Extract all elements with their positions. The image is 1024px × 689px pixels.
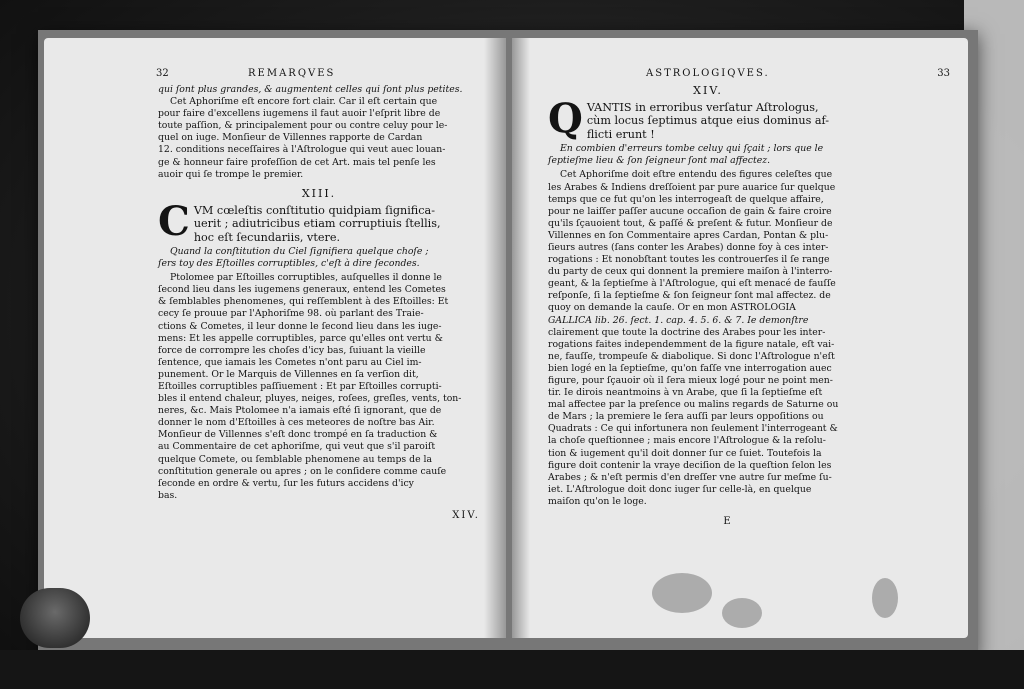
- text-line: donner le nom d'Eſtoilles à ces meteores de noſtre bas Air.: [158, 417, 435, 429]
- text-line: & ſemblables phenomenes, qui reſſemblent à des Eſtoilles: Et: [158, 296, 449, 308]
- open-book: [38, 30, 978, 658]
- left-page-number: 32: [156, 68, 169, 79]
- text-line: toute paſſion, & principalement pour ou contre celuy pour le-: [158, 120, 448, 132]
- text-line: auoir qui ſe trompe le premier.: [158, 168, 304, 180]
- text-line: Monſieur de Villennes s'eſt donc trompé en ſa traduction &: [158, 429, 438, 441]
- text-line: punement. Or le Marquis de Villennes en ſa verſion dit,: [158, 368, 419, 380]
- text-line: temps que ce fut qu'on les interrogeaſt de quelque affaire,: [548, 193, 824, 205]
- latin-line: uerit ; adiutricibus etiam corruptiuis ſtellis,: [193, 217, 441, 231]
- text-line: la choſe queſtionnee ; mais encore l'Aſtrologue & la reſolu-: [548, 435, 826, 447]
- latin-line: hoc eſt ſecundariis, vtere.: [193, 230, 341, 244]
- right-section-number: XIV.: [693, 84, 723, 97]
- left-latin-aphorism: [158, 197, 480, 245]
- text-line: tion & iugement qu'il doit donner ſur ce ſuiet. Toutefois la: [548, 447, 822, 459]
- signature-mark: E: [723, 516, 733, 528]
- text-line: mal affectee par la preſence ou malins regards de Saturne ou: [548, 399, 839, 411]
- text-line: les Arabes & Indiens dreſſoient par pure auarice ſur quelque: [548, 181, 836, 193]
- left-section-number: XIII.: [301, 186, 337, 200]
- text-line: ſentence, que iamais les Cometes n'ont paru au Ciel im-: [158, 356, 422, 368]
- latin-line: flicti erunt !: [586, 127, 655, 141]
- text-line: Quadrats : Ce qui infortunera non ſeulement l'interrogeant &: [548, 423, 838, 435]
- text-line: bien logé en la ſeptieſme, qu'on faſſe vne interrogation auec: [548, 362, 832, 374]
- translation-line: Quand la conſtitution du Ciel ſignifiera quelque choſe ;: [170, 245, 429, 257]
- text-line: bles il entend chaleur, pluyes, neiges, roſees, greſles, vents, ton-: [158, 393, 462, 405]
- text-line: cecy ſe prouue par l'Aphoriſme 98. où parlant des Traie-: [158, 308, 424, 320]
- text-line: quoy on demande la cauſe. Or en mon ASTROLOGIA: [548, 302, 796, 314]
- text-line: de Mars ; la premiere le ſera auſſi par leurs oppoſitions ou: [548, 411, 824, 423]
- text-line: figure, pour ſçauoir où il ſera mieux logé pour ne point men-: [548, 375, 833, 386]
- latin-line: cùm locus ſeptimus atque eius dominus af-: [586, 114, 830, 128]
- text-line: Eſtoilles corruptibles paſſiuement : Et par Eſtoilles corrupti-: [158, 381, 442, 392]
- right-running-head: [548, 68, 950, 82]
- left-french-translation: [158, 246, 480, 270]
- text-line: ge & honneur faire profeſſion de cet Art. mais tel penſe les: [158, 156, 436, 168]
- text-line: reſponſe, ſi la ſeptieſme & ſon ſeigneur ſont mal affectez. de: [548, 290, 831, 302]
- text-line: force de corrompre les choſes d'icy bas, ſuiuant la vieille: [158, 344, 426, 356]
- right-french-translation: [548, 143, 868, 167]
- text-line: bas.: [158, 489, 178, 501]
- left-page: [44, 38, 506, 638]
- translation-line: ſeptieſme lieu & ſon ſeigneur ſont mal affectez.: [548, 155, 771, 167]
- translation-line: En combien d'erreurs tombe celuy qui ſçait ; lors que le: [560, 143, 824, 155]
- latin-line: VM cœleſtis conſtitutio quidpiam ſignifica-: [193, 203, 435, 217]
- text-line: Villennes en ſon Commentaire apres Cardan, Pontan & plu-: [548, 229, 829, 241]
- left-commentary-1: [158, 96, 480, 181]
- ink-stain: [872, 578, 898, 618]
- thumb: [20, 588, 90, 648]
- text-line: pour ne laiſſer paſſer aucune occaſion de gain & faire croire: [548, 205, 832, 217]
- left-continuation: qui ſont plus grandes, & augmentent celles qui ſont plus petites.: [158, 84, 463, 95]
- text-line: GALLICA lib. 26. ſect. 1. cap. 4. 5. 6. & 7. Ie demonſtre: [548, 314, 809, 326]
- text-line: Ptolomee par Eſtoilles corruptibles, auſquelles il donne le: [170, 272, 442, 284]
- text-line: quel on iuge. Monſieur de Villennes rapporte de Cardan: [158, 132, 423, 144]
- text-line: clairement que toute la doctrine des Arabes pour les inter-: [548, 326, 826, 338]
- text-line: neres, &c. Mais Ptolomee n'a iamais eſté ſi ignorant, que de: [158, 405, 442, 417]
- text-line: au Commentaire de cet aphoriſme, qui veut que s'il paroiſt: [158, 441, 436, 453]
- text-line: Arabes ; & n'eſt permis d'en dreſſer vne autre ſur meſme ſu-: [548, 471, 832, 483]
- translation-line: ſers toy des Eſtoilles corruptibles, c'eſt à dire ſecondes.: [158, 258, 420, 270]
- left-catchword: XIV.: [452, 509, 480, 521]
- text-line: conſtitution generale ou apres ; on le conſidere comme cauſe: [158, 465, 447, 477]
- text-line: du party de ceux qui donnent la premiere maiſon à l'interro-: [548, 266, 833, 278]
- text-line: pour faire d'excellens iugemens il faut auoir l'eſprit libre de: [158, 108, 441, 120]
- text-line: rogations : Et nonobſtant toutes les controuerſes il ſe range: [548, 254, 830, 266]
- right-page: [512, 38, 968, 638]
- text-line: tir. Ie dirois neantmoins à vn Arabe, que ſi la ſeptieſme eſt: [548, 387, 823, 399]
- text-line: mens: Et les appelle corruptibles, parce qu'elles ont vertu &: [158, 332, 443, 344]
- text-line: quelque Comete, ou ſemblable phenomene au temps de la: [158, 453, 433, 465]
- ink-stain: [652, 573, 712, 613]
- drop-capital: C: [158, 197, 190, 245]
- drop-capital: Q: [548, 95, 583, 142]
- right-commentary: [548, 169, 868, 508]
- text-line: ne, fauſſe, trompeuſe & diabolique. Si donc l'Aſtrologue n'eſt: [548, 350, 835, 362]
- text-line: ſecond lieu dans les iugemens generaux, entend les Cometes: [158, 284, 446, 296]
- text-line: 12. conditions neceſſaires à l'Aſtrologue qui veut auec louan-: [158, 144, 446, 156]
- bottom-shadow: [0, 650, 1024, 689]
- left-running-title: REMARQVES: [248, 68, 336, 79]
- latin-line: VANTIS in erroribus verſatur Aſtrologus,: [586, 101, 819, 114]
- text-line: iet. L'Aſtrologue doit donc iuger ſur celle-là, en quelque: [548, 483, 812, 495]
- ink-stain: [722, 598, 762, 628]
- text-line: ſeconde en ordre & vertu, ſur les futurs accidens d'icy: [158, 477, 414, 489]
- right-latin-aphorism: [548, 95, 868, 142]
- text-line: qu'ils ſçauoient tout, & paſſé & preſent & futur. Monſieur de: [548, 217, 833, 229]
- text-line: geant, & la ſeptieſme à l'Aſtrologue, qui eſt menacé de fauſſe: [548, 278, 836, 290]
- right-page-number: 33: [937, 68, 950, 79]
- text-line: Cet Aphoriſme doit eſtre entendu des figures celeſtes que: [560, 169, 833, 181]
- text-line: rogations faites independemment de la figure natale, eſt vai-: [548, 338, 835, 350]
- right-running-title: ASTROLOGIQVES.: [646, 68, 770, 79]
- text-line: Cet Aphoriſme eſt encore fort clair. Car il eſt certain que: [170, 96, 438, 108]
- text-line: ctions & Cometes, il leur donne le ſecond lieu dans les iuge-: [158, 320, 442, 332]
- left-commentary-2: [158, 272, 480, 502]
- text-line: ſieurs autres (ſans conter les Arabes) donne foy à ces inter-: [548, 241, 829, 253]
- text-line: figure doit contenir la vraye deciſion de la queſtion ſelon les: [548, 459, 832, 471]
- left-running-head: [158, 68, 480, 82]
- text-line: maiſon qu'on le loge.: [548, 495, 647, 507]
